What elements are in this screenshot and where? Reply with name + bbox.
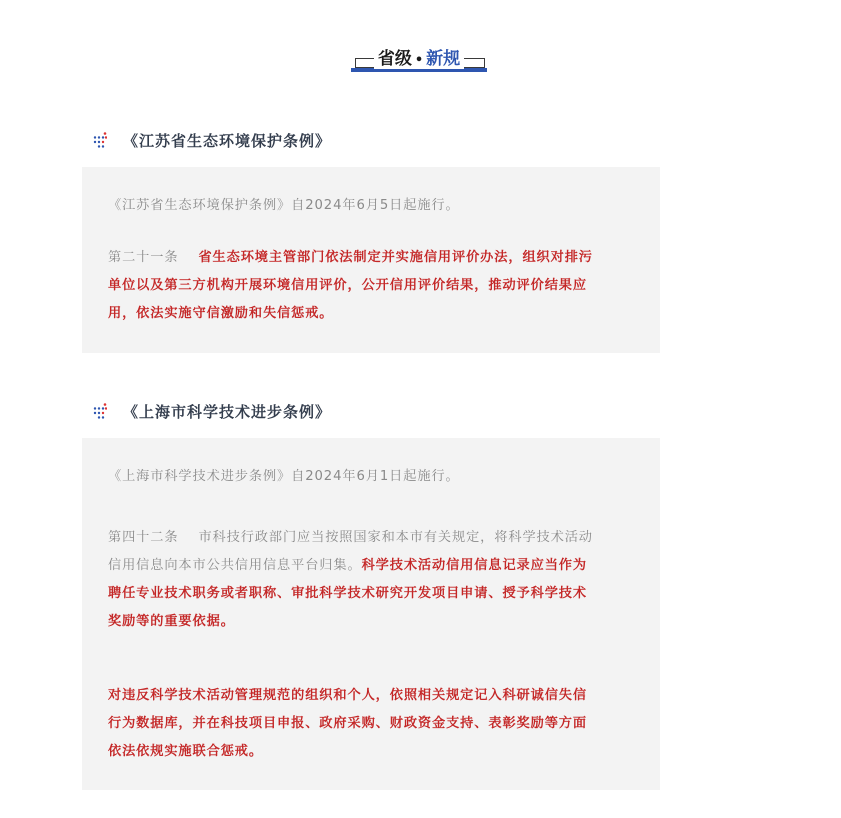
section-2-article-line-2 (108, 556, 587, 576)
header-separator: • (414, 53, 424, 68)
section-1-box (82, 167, 660, 353)
section-1-article-line-1 (108, 248, 593, 268)
section-2-article-label: 第四十二条 (108, 530, 179, 545)
section-2-para2-line-2: 行为数据库，并在科技项目申报、政府采购、财政资金支持、表彰奖励等方面 (108, 716, 587, 731)
section-2-article-line-4: 奖励等的重要依据。 (108, 614, 235, 629)
section-2-article-bold: 科学技术活动信用信息记录应当作为 (361, 558, 587, 573)
section-2-article-plain: 信用信息向本市公共信用信息平台归集。 (108, 558, 362, 573)
section-2-para2-line-1: 对违反科学技术活动管理规范的组织和个人，依照相关规定记入科研诚信失信 (108, 688, 587, 703)
section-2-effective: 《上海市科学技术进步条例》自2024年6月1日起施行。 (108, 469, 460, 484)
section-header (351, 45, 487, 75)
section-1-effective: 《江苏省生态环境保护条例》自2024年6月5日起施行。 (108, 198, 460, 213)
section-1-article-text-1: 省生态环境主管部门依法制定并实施信用评价办法，组织对排污 (198, 250, 593, 265)
section-1-article-line-3: 用，依法实施守信激励和失信惩戒。 (108, 306, 334, 321)
section-2-article-line-1 (108, 528, 593, 548)
section-1-title: 《江苏省生态环境保护条例》 (123, 132, 332, 150)
dot-grid-icon (93, 132, 107, 148)
section-2-title: 《上海市科学技术进步条例》 (123, 403, 332, 421)
dot-grid-icon (93, 403, 107, 419)
section-2-box (82, 438, 660, 790)
header-title (351, 47, 487, 73)
section-2-para2-line-3: 依法依规实施联合惩戒。 (108, 744, 263, 759)
section-2-article-line-3: 聘任专业技术职务或者职称、审批科学技术研究开发项目申请、授予科学技术 (108, 586, 587, 601)
header-title-part2: 新规 (426, 49, 461, 69)
section-1-article-label: 第二十一条 (108, 250, 179, 265)
section-2-article-text-1: 市科技行政部门应当按照国家和本市有关规定，将科学技术活动 (198, 530, 593, 545)
section-1-article-line-2: 单位以及第三方机构开展环境信用评价，公开信用评价结果，推动评价结果应 (108, 278, 587, 293)
header-title-part1: 省级 (377, 49, 412, 69)
